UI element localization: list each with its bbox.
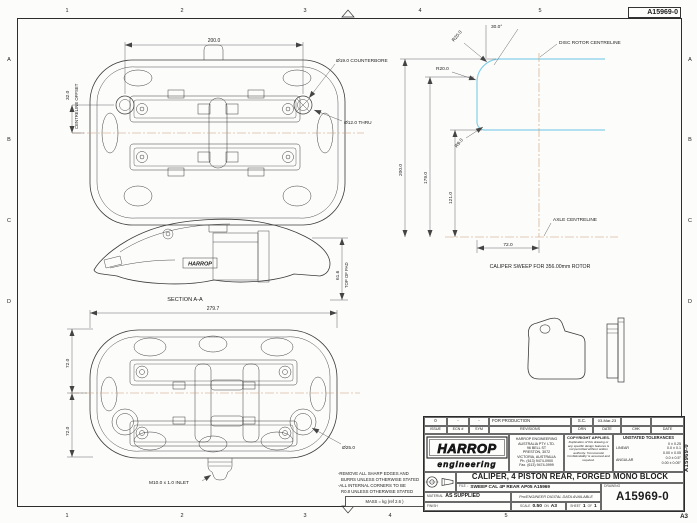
material-value: AS SUPPLIED: [445, 492, 480, 499]
pad-side-view: [607, 318, 624, 382]
sweep-caption: CALIPER SWEEP FOR 356.00mm ROTOR: [489, 264, 591, 270]
zone-column-label: 2: [180, 8, 184, 14]
company-logo-cell: [424, 434, 509, 472]
rev-date: 03-Mar-23: [593, 417, 621, 426]
sweep-profile: [477, 59, 605, 130]
zone-row-label: B: [688, 137, 692, 143]
address-line: 96 BELL ST: [526, 446, 547, 451]
note-line: R0.8 UNLESS OTHERWISE STATED: [341, 489, 414, 495]
dim-label-72-lower: 72.0: [66, 426, 71, 436]
radius-label-top: R20.0: [451, 30, 464, 44]
caliper-plan-details: [102, 45, 333, 232]
zone-row-label: C: [7, 218, 11, 224]
dim-72-lower: [67, 393, 93, 457]
zone-column-label: 2: [180, 513, 184, 519]
zone-column-label: 1: [65, 8, 69, 14]
format-label: A3: [680, 513, 688, 520]
zone-row-label: D: [7, 299, 11, 305]
projection-symbol-cell: [424, 472, 456, 492]
dim-200: [125, 42, 303, 94]
linear-label: LINEAR: [616, 445, 629, 450]
title-block: [423, 416, 685, 512]
bore-label: Ø25.0: [342, 446, 356, 451]
rev-description: FOR PRODUCTION: [489, 417, 571, 426]
section-view: [80, 212, 360, 310]
rev-sym: -: [469, 417, 489, 426]
tolerances-cell: [613, 434, 684, 472]
address-line: HARROP ENGINEERING: [515, 437, 558, 442]
zone-column-label: 1: [65, 513, 69, 519]
zone-column-label: 5: [538, 8, 542, 14]
dim-label-72-upper: 72.0: [66, 358, 71, 368]
finish-label: FINISH: [427, 503, 438, 508]
zone-column-label: 4: [418, 8, 422, 14]
dim-label-200: 200.0: [399, 163, 404, 177]
caliper-section-details: [104, 224, 269, 282]
general-notes: [338, 471, 424, 495]
address-line: AUSTRALIA PTY. LTD.: [518, 441, 555, 446]
drawing-title: CALIPER, 4 PISTON REAR, FORGED MONO BLOCK: [456, 472, 684, 483]
hdr-chk-date: DATE: [651, 426, 684, 434]
drawing-number: A15969-0: [616, 491, 669, 504]
harrop-logo-text: HARROP: [436, 440, 497, 456]
angular-tol: 0.0 ± 0.5°: [665, 456, 681, 461]
file-cell: [456, 483, 601, 492]
hdr-sym: SYM: [469, 426, 489, 434]
rev-issue: 0: [424, 417, 447, 426]
inlet-label: M10.0 x 1.0 INLET: [149, 481, 189, 486]
harrop-logo-subtext: engineering: [436, 458, 497, 469]
sheet-total: 1: [594, 503, 597, 509]
angle-label: 30.0°: [491, 25, 503, 30]
hdr-ecn: ECN #: [447, 426, 469, 434]
caliper-bottom-outline: [90, 330, 337, 458]
finish-cell: [424, 502, 511, 512]
zone-column-label: 3: [303, 513, 307, 519]
axle-centreline-label: AXLE CENTRELINE: [553, 218, 597, 223]
cad-note-cell: Pro/ENGINEER DIGITAL DATA AVAILABLE: [511, 492, 601, 502]
sheet-value: 1: [582, 503, 586, 509]
counterbore-label: Ø19.0 COUNTERBORE: [336, 59, 388, 64]
pad-front-view: [528, 318, 585, 379]
tolerance-title: UNSTATED TOLERANCES: [623, 435, 674, 440]
copyright-cell: [564, 434, 613, 472]
sheet-label: SHEET: [570, 503, 581, 508]
rev-chk: [621, 417, 651, 426]
disc-centreline-label: DISC ROTOR CENTRELINE: [559, 41, 621, 46]
zone-column-label: 4: [388, 513, 392, 519]
hdr-date: DATE: [593, 426, 621, 434]
drawing-number-cell: [601, 483, 684, 512]
angular-label: ANGULAR: [616, 457, 634, 462]
copyright-body: Duplication of this drawing or any specific design features is not permitted without written authority. 'Commercial Confidentiality' is assumed and required.: [567, 440, 610, 462]
drawing-label: DRAWING: [604, 483, 621, 488]
caliper-plan-outline: [90, 60, 345, 225]
address-line: PRESTON, 3072: [522, 450, 551, 455]
rev-ecn: -: [447, 417, 469, 426]
copyright-title: COPYRIGHT APPLIES.: [567, 435, 610, 440]
harrop-mini-logo: [183, 258, 217, 268]
note-line: -ALL INTERNAL CORNERS TO BE: [338, 483, 406, 489]
dim-label-200: 200.0: [207, 38, 221, 44]
dim-label-32: 32.0: [66, 90, 71, 100]
third-angle-projection-icon: [425, 474, 455, 490]
address-line: VICTORIA, AUSTRALIA: [517, 454, 556, 459]
note-line: BURRS UNLESS OTHERWISE STATED: [341, 477, 420, 483]
note-line: -REMOVE ALL SHARP EDGES AND: [338, 471, 409, 476]
scale-on-label: ON: [543, 503, 549, 508]
zone-row-label: D: [688, 299, 692, 305]
caliper-section-outline: [94, 219, 330, 284]
address-line: Ph. (613) 9474-0900: [520, 458, 553, 463]
file-value: SWEEP CAL 4P REAR AP05 A15969: [470, 483, 551, 489]
material-label: MATERIAL: [427, 493, 444, 498]
drawing-number-corner-box: A15969-0: [628, 7, 681, 18]
dim-label-279: 279.7: [206, 306, 220, 312]
dim-279: [90, 310, 337, 328]
fold-mark-icon: [341, 9, 355, 18]
dim-label-top-of-pad: 61.6: [336, 270, 341, 280]
radius-label-left: R20.0: [436, 67, 449, 72]
dim-label-121: 121.0: [449, 191, 454, 205]
scale-label: SCALE: [519, 503, 531, 508]
radius-label-bottom: R9.0: [454, 138, 465, 150]
scale-cell: [511, 502, 566, 512]
sheet-of-label: OF: [587, 503, 593, 508]
scale-format: A3: [550, 503, 558, 509]
linear-tol: 0.0 ± 0.1: [667, 446, 681, 451]
hdr-revisions: REVISIONS: [489, 426, 571, 434]
hdr-drn: DRN: [571, 426, 593, 434]
address-line: Fax. (613) 9474-0999: [519, 463, 554, 468]
dim-label-179: 179.0: [424, 171, 429, 185]
bottom-view: [45, 300, 375, 515]
zone-column-label: 5: [504, 513, 508, 519]
scale-value: 0.50: [532, 503, 542, 509]
offset-label: CENTRELINE OFFSET: [74, 83, 79, 129]
company-address: [509, 434, 564, 472]
pad-views: [505, 308, 645, 393]
sheet-cell: [566, 502, 601, 512]
rev-drn: S.C.: [571, 417, 593, 426]
hdr-issue: ISSUE: [424, 426, 447, 434]
mass-note: MASS = kg (ref 2.6 ): [345, 496, 424, 507]
top-of-pad-label: TOP OF PAD: [344, 262, 349, 288]
dim-top-of-pad: [312, 238, 348, 300]
harrop-logo: [426, 436, 508, 470]
linear-tol: 0.00 ± 0.05: [663, 450, 681, 455]
angular-tol: 0.00 ± 0.05°: [661, 460, 681, 465]
zone-column-label: 3: [303, 8, 307, 14]
sweep-dims: [400, 59, 539, 253]
section-label: SECTION A-A: [167, 297, 203, 303]
zone-row-label: B: [7, 137, 11, 143]
zone-row-label: A: [688, 57, 692, 63]
harrop-mini-text: HARROP: [188, 261, 212, 268]
linear-tol: 0 ± 0.25: [668, 441, 681, 446]
rev-chk-date: [651, 417, 684, 426]
hdr-chk: CHK: [621, 426, 651, 434]
thru-label: Ø12.0 THRU: [344, 121, 372, 126]
zone-row-label: A: [7, 57, 11, 63]
sweep-view: [390, 20, 640, 280]
dim-label-72: 72.0: [503, 243, 513, 248]
drawing-number-side: A15969-0: [684, 444, 690, 472]
material-cell: [424, 492, 511, 502]
zone-row-label: C: [688, 218, 692, 224]
file-label: FILE .:: [459, 484, 469, 489]
